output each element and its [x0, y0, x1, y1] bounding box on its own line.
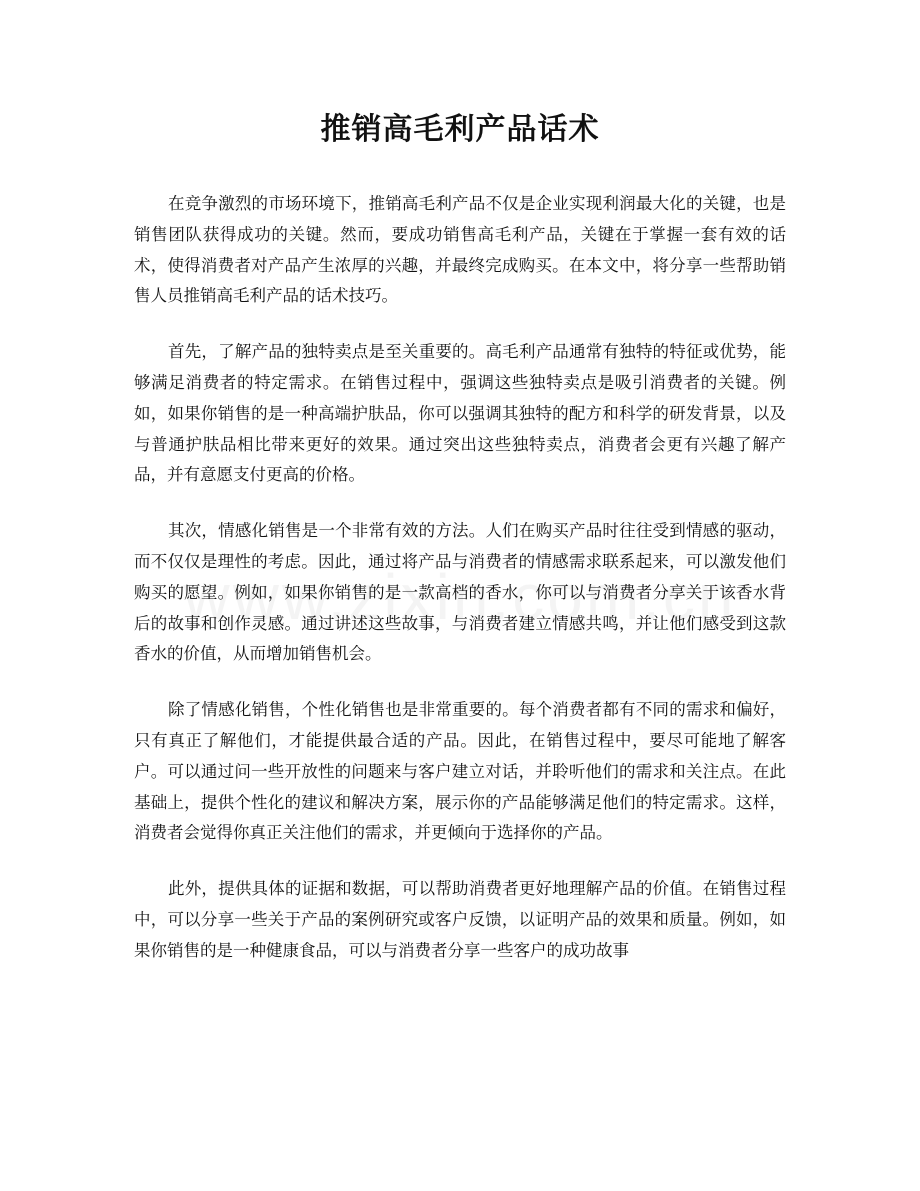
paragraph-4: 除了情感化销售，个性化销售也是非常重要的。每个消费者都有不同的需求和偏好，只有真正了解他们，才能提供最合适的产品。因此，在销售过程中，要尽可能地了解客户。可以通过问一些开放性的问题来与客户建立对话，并聆听他们的需求和关注点。在此基础上，提供个性化的建议和解决方案，展示你的产品能够满足他们的特定需求。这样，消费者会觉得你真正关注他们的需求，并更倾向于选择你的产品。	[134, 700, 786, 843]
document-body	[134, 189, 786, 967]
paragraph-1: 在竞争激烈的市场环境下，推销高毛利产品不仅是企业实现利润最大化的关键，也是销售团队获得成功的关键。然而，要成功销售高毛利产品，关键在于掌握一套有效的话术，使得消费者对产品产生浓厚的兴趣，并最终完成购买。在本文中，将分享一些帮助销售人员推销高毛利产品的话术技巧。	[134, 194, 786, 306]
paragraph-2: 首先，了解产品的独特卖点是至关重要的。高毛利产品通常有独特的特征或优势，能够满足消费者的特定需求。在销售过程中，强调这些独特卖点是吸引消费者的关键。例如，如果你销售的是一种高端护肤品，你可以强调其独特的配方和科学的研发背景，以及与普通护肤品相比带来更好的效果。通过突出这些独特卖点，消费者会更有兴趣了解产品，并有意愿支付更高的价格。	[134, 342, 786, 485]
paragraph-3: 其次，情感化销售是一个非常有效的方法。人们在购买产品时往往受到情感的驱动，而不仅仅是理性的考虑。因此，通过将产品与消费者的情感需求联系起来，可以激发他们购买的愿望。例如，如果你销售的是一款高档的香水，你可以与消费者分享关于该香水背后的故事和创作灵感。通过讲述这些故事，与消费者建立情感共鸣，并让他们感受到这款香水的价值，从而增加销售机会。	[134, 521, 786, 664]
paragraph-5: 此外，提供具体的证据和数据，可以帮助消费者更好地理解产品的价值。在销售过程中，可以分享一些关于产品的案例研究或客户反馈，以证明产品的效果和质量。例如，如果你销售的是一种健康食品，可以与消费者分享一些客户的成功故事	[134, 879, 786, 960]
document-title: 推销高毛利产品话术	[320, 112, 600, 147]
